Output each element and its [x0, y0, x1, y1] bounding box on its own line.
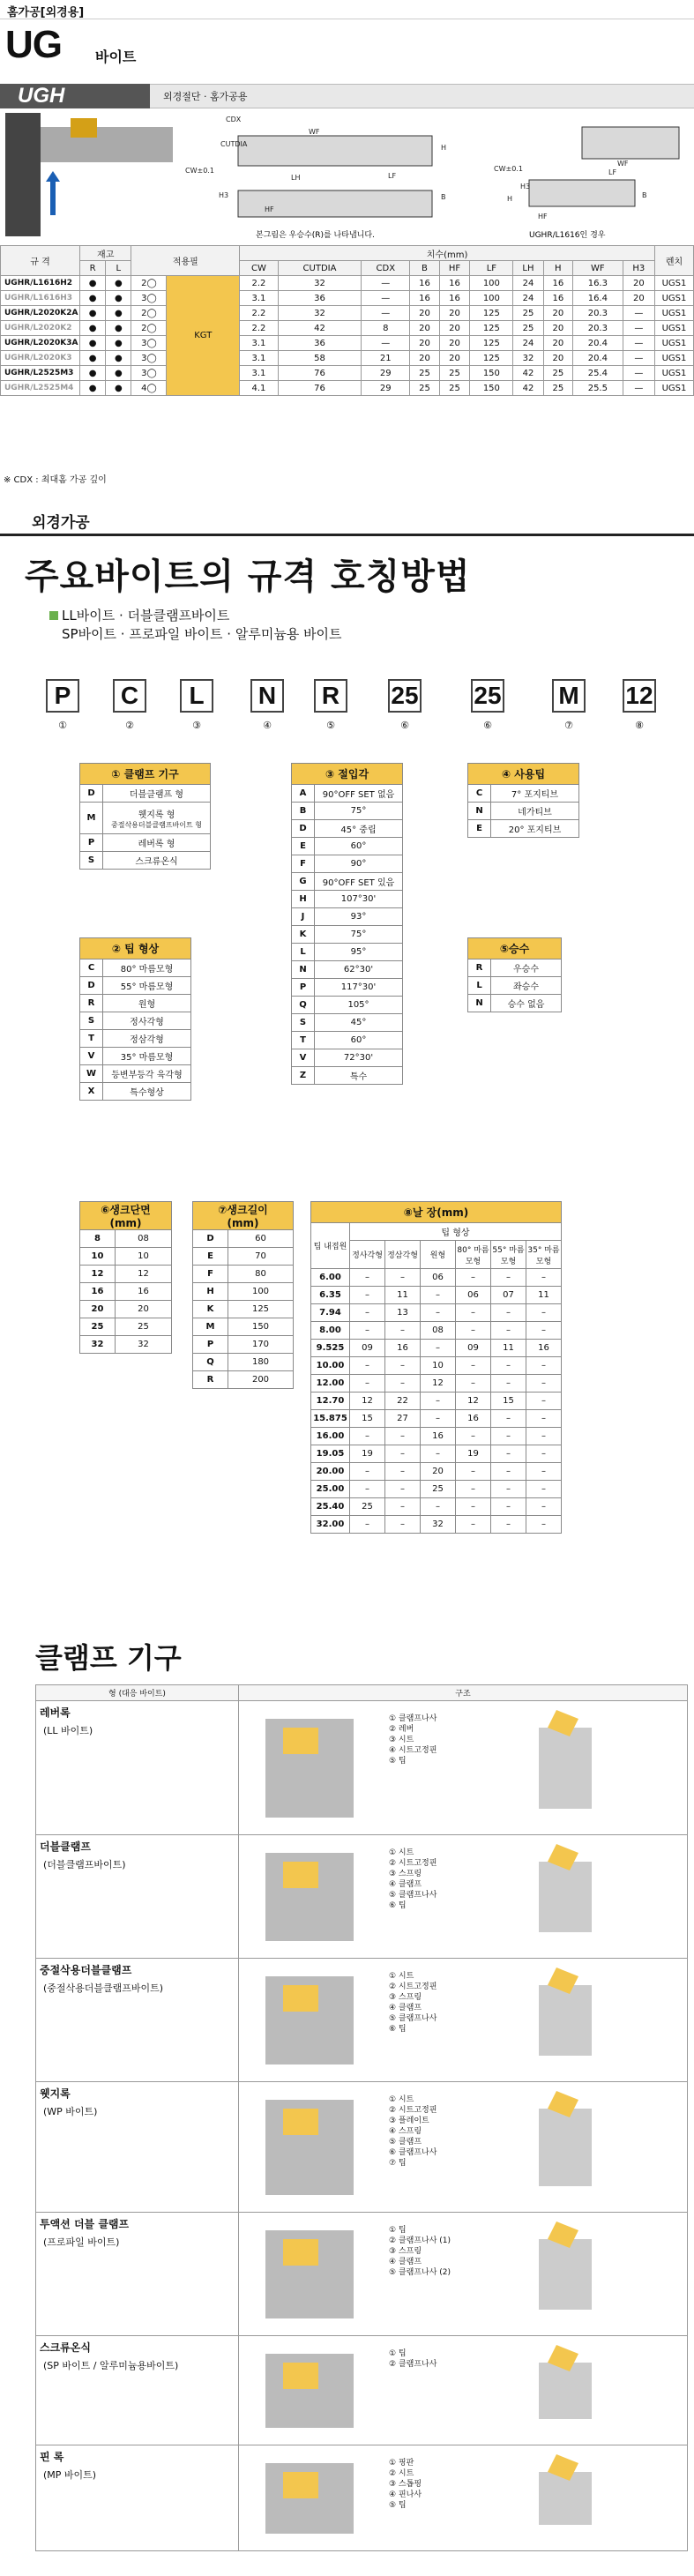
svg-text:H3: H3: [219, 191, 229, 199]
key-table-t6: ⑥생크단면 (mm) 8 08 10 10 12 12 16 16 20 20 25 25 32 32: [79, 1201, 172, 1354]
naming-code-num: ⑤: [326, 720, 335, 731]
naming-code-num: ⑥: [400, 720, 409, 731]
table-row: 32 32: [80, 1336, 172, 1354]
divider: [0, 534, 694, 536]
key-table-t5: ⑤승수 R 우승수 L 좌승수 N 승수 없음: [467, 937, 562, 1012]
naming-code-box: C: [113, 679, 146, 713]
svg-text:WF: WF: [309, 128, 320, 136]
svg-text:LF: LF: [608, 168, 617, 176]
table-row: K 125: [193, 1301, 294, 1318]
table-row: 6.00 – – 06 – – –: [311, 1269, 562, 1287]
table-row: UGHR/L1616H3 ● ● 3◯ 3.1 36 — 16 16 100 24 16 16.4 20 UGS1: [1, 291, 694, 306]
table-row: 12.70 12 22 – 12 15 –: [311, 1393, 562, 1410]
table-row: B 75°: [292, 803, 403, 820]
svg-text:B: B: [642, 191, 647, 199]
product-logo: UGH: [0, 84, 150, 108]
table-row: 25.40 25 – – – – –: [311, 1498, 562, 1516]
naming-code-box: 12: [623, 679, 656, 713]
clamp-diagram: [239, 2213, 680, 2333]
table-row: 19.05 19 – – 19 – –: [311, 1445, 562, 1463]
table-row: V 35° 마름모형: [80, 1048, 191, 1065]
clamp-diagram: [239, 2082, 680, 2209]
table-row: 12 12: [80, 1266, 172, 1283]
table-row: 8.00 – – 08 – – –: [311, 1322, 562, 1340]
table-row: Q 180: [193, 1354, 294, 1371]
naming-code-num: ⑧: [635, 720, 644, 731]
table-row: K 75°: [292, 926, 403, 944]
svg-text:B: B: [441, 193, 446, 201]
key-table-t4: ④ 사용팁 C 7° 포지티브 N 네가티브 E 20° 포지티브: [467, 763, 579, 838]
clamp-row: 투액션 더블 클램프 (프로파일 바이트) ① 팁 ② 클램프나사 (1) ③ 스프링 ④ 클램프 ⑤ 클램프나사 (2): [36, 2213, 688, 2336]
clamp-parts: ① 핑판 ② 시트 ③ 스톱핑 ④ 핀나사 ⑤ 팁: [389, 2459, 422, 2510]
table-row: UGHR/L2020K2 ● ● 2◯ 2.2 42 8 20 20 125 25 20 20.3 — UGS1: [1, 321, 694, 336]
svg-text:CUTDIA: CUTDIA: [220, 140, 248, 148]
table-row: A 90°OFF SET 없음: [292, 785, 403, 803]
naming-code-box: 25: [471, 679, 504, 713]
table-row: C 80° 마름모형: [80, 959, 191, 977]
product-desc: 외경절단 · 홈가공용: [163, 91, 248, 102]
clamp-row: 핀 록 (MP 바이트) ① 핑판 ② 시트 ③ 스톱핑 ④ 핀나사 ⑤ 팁: [36, 2445, 688, 2551]
clamp-parts: ① 팁 ② 클램프나사 (1) ③ 스프링 ④ 클램프 ⑤ 클램프나사 (2): [389, 2226, 451, 2277]
svg-text:H: H: [507, 195, 513, 203]
top-bar: [0, 0, 694, 19]
table-row: UGHR/L2525M4 ● ● 4◯ 4.1 76 29 25 25 150 42 25 25.5 — UGS1: [1, 381, 694, 396]
series-suffix: 바이트: [95, 49, 137, 65]
table-row: L 95°: [292, 944, 403, 961]
table-row: M 웻지록 형 중절삭용더블클램프바이트 형: [80, 803, 211, 834]
table-row: N 62°30': [292, 961, 403, 979]
table-row: C 7° 포지티브: [468, 785, 579, 803]
table-row: UGHR/L2020K3A ● ● 3◯ 3.1 36 — 20 20 125 24 20 20.4 — UGS1: [1, 336, 694, 351]
svg-text:LH: LH: [291, 174, 301, 182]
clamp-parts: ① 팁 ② 클램프나사: [389, 2349, 437, 2369]
table-row: D 더블클램프 형: [80, 785, 211, 803]
table-row: V 72°30': [292, 1049, 403, 1067]
table-row: 20.00 – – 20 – – –: [311, 1463, 562, 1481]
clamp-table: 형 (대응 바이트) 구조 레버록 (LL 바이트) ① 클램프나사 ② 레버 ③ 시트 ④ 시트고정핀 ⑤ 팁 더블클램프 (더블클램프바이트) ① 시트 ② 시트고정핀 ③ 스프링 ④ 클램프 ⑤ 클램프나사 ⑥ 팁 중절삭용더블클램프 (중절삭용더블클램프바이트) ① 시트 ② 시트고정핀 ③ 스프링 ④ 클램프 ⑤ 클램프나사 ⑥ 팁 웻지록 (WP 바이트) ① 시트 ② 시트고정핀 ③ 플레이트 ④ 스프링 ⑤ 클램프 ⑥ 클램프나사 ⑦ 팁 투액션 더블 클램프 (프로파일 바이트) ① 팁 ② 클램프나사 (1) ③ 스프링 ④ 클램프 ⑤ 클램프나사 (2) 스크류온식 (SP 바이트 / 알루미늄용바이트) ① 팁 ② 클램프나사 핀 록 (MP 바이트) ① 핑판 ② 시트 ③ 스톱핑 ④ 핀나사 ⑤ 팁: [35, 1684, 688, 2551]
table-row: T 60°: [292, 1032, 403, 1049]
naming-code-box: M: [552, 679, 586, 713]
clamp-row: 중절삭용더블클램프 (중절삭용더블클램프바이트) ① 시트 ② 시트고정핀 ③ 스프링 ④ 클램프 ⑤ 클램프나사 ⑥ 팁: [36, 1959, 688, 2082]
table-row: P 레버록 형: [80, 834, 211, 852]
table-row: Q 105°: [292, 997, 403, 1014]
table-row: H 100: [193, 1283, 294, 1301]
spec-table: 규 격 재고 적용필 치수(mm) 렌치 R L CW CUTDIA CDX B HF LF LH H WF H3 UGHR/L1616H2 ● ● 2◯ KGT 2.2 32 — 16 16 100 24 16 16.3 20 UGS1 UGHR/L1616H3 ● ● 3◯ 3.1 36 — 16 16 100 24 16 16.4 20 UGS1 UGHR/L2020K2A ● ● 2◯ 2.2 32 — 20 20 125 25 20 20.3 — UGS1 UGHR/L2020K2 ● ● 2◯ 2.2 42 8 20 20 125 25 20 20.3 — UGS1 UGHR/L2020K3A ● ● 3◯ 3.1 36 — 20 20 125 24 20 20.4 — UGS1 UGHR/L2020K3 ● ● 3◯ 3.1 58 21 20 20 125 32 20 20.4 — UGS1 UGHR/L2525M3 ● ● 3◯ 3.1 76 29 25 25 150 42 25 25.4 — UGS1 UGHR/L2525M4 ● ● 4◯ 4.1 76 29 25 25 150 42 25 25.5 — UGS1: [0, 245, 694, 396]
key-table-t2: ② 팁 형상 C 80° 마름모형 D 55° 마름모형 R 원형 S 정사각형 T 정삼각형 V 35° 마름모형 W 등변부등각 육각형 X 특수형상: [79, 937, 191, 1101]
clamp-diagram: [239, 1835, 680, 1955]
table-row: 16 16: [80, 1283, 172, 1301]
table-row: J 93°: [292, 908, 403, 926]
key-table-t3: ③ 절입각 A 90°OFF SET 없음 B 75° D 45° 중립 E 60° F 90° G 90°OFF SET 있음 H 107°30' J 93° K 75° L 95° N 62°30' P 117°30' Q 105° S 45° T 60° V 72°30' Z 특수: [291, 763, 403, 1085]
naming-code-box: 25: [388, 679, 422, 713]
table-row: 9.525 09 16 – 09 11 16: [311, 1340, 562, 1357]
clamp-row: 웻지록 (WP 바이트) ① 시트 ② 시트고정핀 ③ 플레이트 ④ 스프링 ⑤ 클램프 ⑥ 클램프나사 ⑦ 팁: [36, 2082, 688, 2213]
svg-text:HF: HF: [538, 213, 548, 220]
table-row: UGHR/L2020K2A ● ● 2◯ 2.2 32 — 20 20 125 25 20 20.3 — UGS1: [1, 306, 694, 321]
table-row: D 55° 마름모형: [80, 977, 191, 995]
table-row: H 107°30': [292, 891, 403, 908]
svg-text:HF: HF: [265, 205, 274, 213]
svg-text:H3: H3: [520, 183, 531, 190]
clamp-row: 스크류온식 (SP 바이트 / 알루미늄용바이트) ① 팁 ② 클램프나사: [36, 2336, 688, 2445]
table-row: 25 25: [80, 1318, 172, 1336]
table-row: W 등변부등각 육각형: [80, 1065, 191, 1083]
naming-code-num: ⑥: [483, 720, 492, 731]
table-row: P 170: [193, 1336, 294, 1354]
table-row: D 45° 중립: [292, 820, 403, 838]
table-row: S 45°: [292, 1014, 403, 1032]
table-row: UGHR/L1616H2 ● ● 2◯ KGT 2.2 32 — 16 16 100 24 16 16.3 20 UGS1: [1, 276, 694, 291]
table-row: 16.00 – – 16 – – –: [311, 1428, 562, 1445]
svg-text:본그림은 우승수(R)를 나타냅니다.: 본그림은 우승수(R)를 나타냅니다.: [256, 231, 375, 240]
table-row: 12.00 – – 12 – – –: [311, 1375, 562, 1393]
clamp-diagram: [239, 2445, 680, 2548]
svg-text:H: H: [441, 144, 447, 152]
section-subtitle: 외경가공: [32, 514, 90, 532]
clamp-row: 레버록 (LL 바이트) ① 클램프나사 ② 레버 ③ 시트 ④ 시트고정핀 ⑤ 팁: [36, 1701, 688, 1835]
table-row: 20 20: [80, 1301, 172, 1318]
table-row: S 스크류온식: [80, 852, 211, 870]
key-table-t8: ⑧날 장(mm) 팁 내접원 팁 형상 정사각형 정삼각형 원형 80° 마름모형 55° 마름모형 35° 마름모형 6.00 – – 06 – – – 6.35 – 11 – 06 07 11 7.94 – 13 – – – – 8.00 – – 08 – – – 9.525 09 16 – 09 11 16 10.00 – – 10 – – – 12.00 – – 12 – – – 12.70 12 22 – 12 15 – 15.875 15 27 – 16 – – 16.00 – – 16 – – – 19.05 19 – – 19 – – 20.00 – – 20 – – – 25.00 – – 25 – – – 25.40 25 – – – – – 32.00 – – 32 – – –: [310, 1201, 562, 1534]
table-row: E 70: [193, 1248, 294, 1266]
clamp-section-title: 클램프 기구: [35, 1641, 182, 1675]
key-table-t7: ⑦생크길이 (mm) D 60 E 70 F 80 H 100 K 125 M 150 P 170 Q 180 R 200: [192, 1201, 294, 1389]
svg-text:CW±0.1: CW±0.1: [494, 165, 523, 173]
table-row: P 117°30': [292, 979, 403, 997]
svg-text:CW±0.1: CW±0.1: [185, 167, 214, 175]
table-row: 10 10: [80, 1248, 172, 1266]
table-row: N 승수 없음: [468, 995, 562, 1012]
table-row: 15.875 15 27 – 16 – –: [311, 1410, 562, 1428]
clamp-diagram: [239, 2336, 680, 2442]
naming-code-num: ③: [192, 720, 201, 731]
table-row: R 우승수: [468, 959, 562, 977]
table-row: UGHR/L2525M3 ● ● 3◯ 3.1 76 29 25 25 150 42 25 25.4 — UGS1: [1, 366, 694, 381]
table-row: X 특수형상: [80, 1083, 191, 1101]
table-row: F 80: [193, 1266, 294, 1283]
table-row: E 20° 포지티브: [468, 820, 579, 838]
clamp-parts: ① 시트 ② 시트고정핀 ③ 플레이트 ④ 스프링 ⑤ 클램프 ⑥ 클램프나사 ⑦ 팁: [389, 2095, 437, 2168]
workpiece-shape: [5, 113, 41, 236]
table-row: UGHR/L2020K3 ● ● 3◯ 3.1 58 21 20 20 125 32 20 20.4 — UGS1: [1, 351, 694, 366]
table-row: D 60: [193, 1230, 294, 1248]
naming-code-num: ⑦: [564, 720, 573, 731]
naming-title: 주요바이트의 규격 호칭방법: [25, 556, 471, 597]
cdx-note: ※ CDX : 최대홈 가공 깊이: [4, 475, 107, 485]
naming-subtitle: LL바이트 · 더블클램프바이트 SP바이트 · 프로파일 바이트 · 알루미늄용 바이트: [49, 607, 342, 644]
naming-code-box: L: [180, 679, 213, 713]
category-label: 홈가공[외경용]: [7, 6, 85, 19]
clamp-parts: ① 시트 ② 시트고정핀 ③ 스프링 ④ 클램프 ⑤ 클램프나사 ⑥ 팁: [389, 1848, 437, 1910]
clamp-parts: ① 클램프나사 ② 레버 ③ 시트 ④ 시트고정핀 ⑤ 팁: [389, 1714, 437, 1766]
table-row: S 정사각형: [80, 1012, 191, 1030]
svg-text:WF: WF: [617, 160, 629, 168]
naming-code-num: ①: [58, 720, 67, 731]
naming-code-num: ④: [263, 720, 272, 731]
svg-text:LF: LF: [388, 172, 397, 180]
svg-text:CDX: CDX: [226, 116, 242, 123]
table-row: 7.94 – 13 – – – –: [311, 1304, 562, 1322]
naming-code-num: ②: [125, 720, 134, 731]
table-row: F 90°: [292, 855, 403, 873]
table-row: Z 특수: [292, 1067, 403, 1085]
table-row: 25.00 – – 25 – – –: [311, 1481, 562, 1498]
clamp-diagram: [239, 1959, 680, 2079]
naming-code-box: P: [46, 679, 79, 713]
table-row: R 원형: [80, 995, 191, 1012]
table-row: 6.35 – 11 – 06 07 11: [311, 1287, 562, 1304]
tool-diagram: [0, 109, 694, 243]
clamp-row: 더블클램프 (더블클램프바이트) ① 시트 ② 시트고정핀 ③ 스프링 ④ 클램프 ⑤ 클램프나사 ⑥ 팁: [36, 1835, 688, 1959]
table-row: 8 08: [80, 1230, 172, 1248]
table-row: R 200: [193, 1371, 294, 1389]
table-row: 32.00 – – 32 – – –: [311, 1516, 562, 1534]
table-row: E 60°: [292, 838, 403, 855]
table-row: 10.00 – – 10 – – –: [311, 1357, 562, 1375]
table-row: M 150: [193, 1318, 294, 1336]
svg-text:UGHR/L1616인 경우: UGHR/L1616인 경우: [529, 231, 606, 240]
table-row: T 정삼각형: [80, 1030, 191, 1048]
naming-code-box: R: [314, 679, 347, 713]
table-row: L 좌승수: [468, 977, 562, 995]
table-row: G 90°OFF SET 있음: [292, 873, 403, 891]
clamp-parts: ① 시트 ② 시트고정핀 ③ 스프링 ④ 클램프 ⑤ 클램프나사 ⑥ 팁: [389, 1972, 437, 2034]
key-table-t1: ① 클램프 기구 D 더블클램프 형 M 웻지록 형 중절삭용더블클램프바이트 형 P 레버록 형 S 스크류온식: [79, 763, 211, 870]
naming-code-box: N: [250, 679, 284, 713]
clamp-diagram: [239, 1701, 680, 1832]
series-title: UG: [5, 23, 62, 66]
table-row: N 네가티브: [468, 803, 579, 820]
